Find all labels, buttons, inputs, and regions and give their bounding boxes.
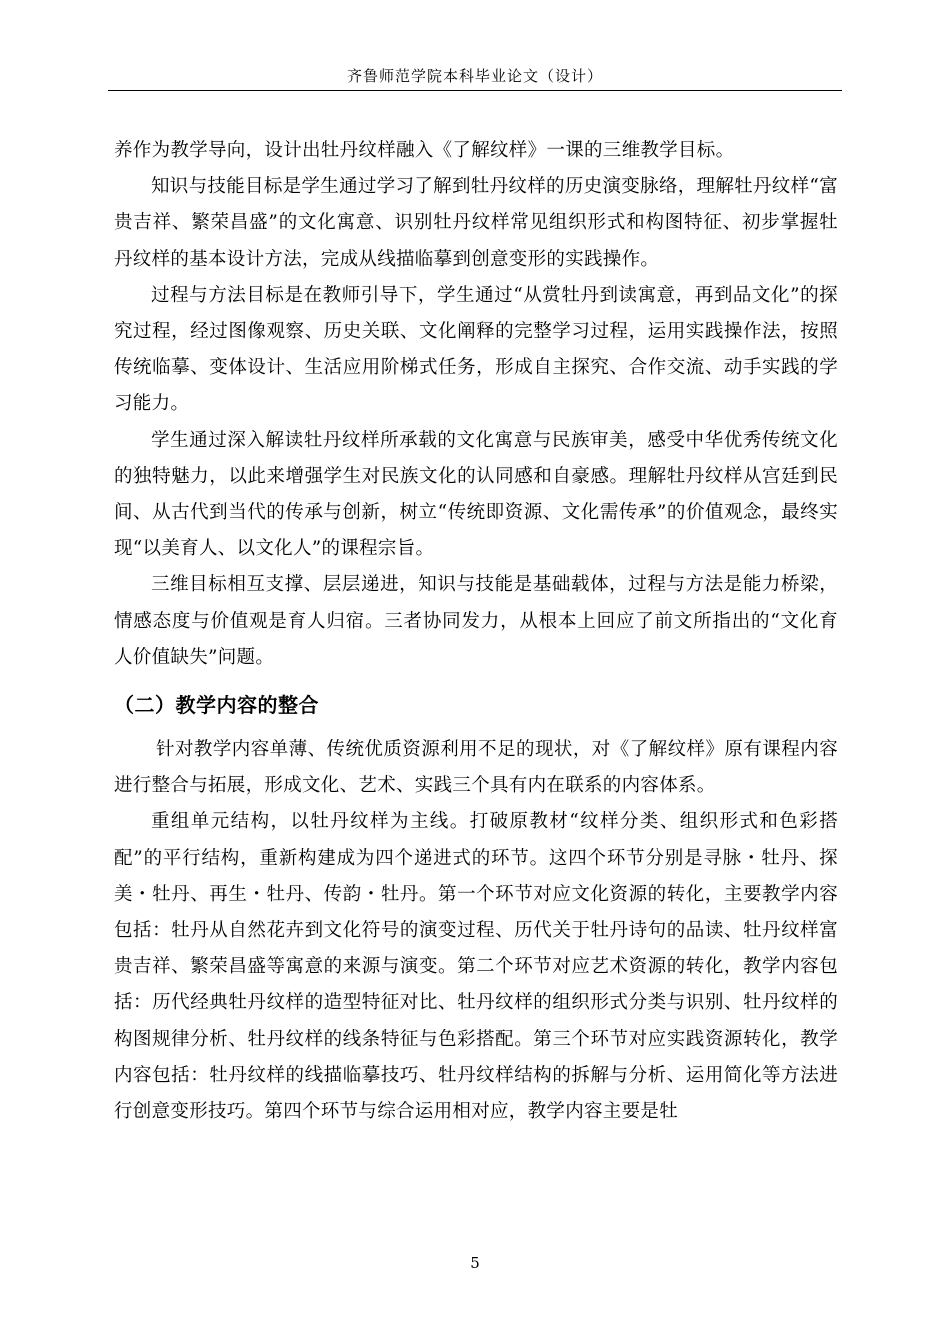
paragraph-knowledge-skills: 知识与技能目标是学生通过学习了解到牡丹纹样的历史演变脉络，理解牡丹纹样“富贵吉祥、繁荣昌盛”的文化寓意、识别牡丹纹样常见组织形式和构图特征、初步掌握牡丹纹样的基本设计方法，完成从线描临摹到创意变形的实践操作。 bbox=[114, 176, 838, 270]
paragraph-three-goals-summary: 三维目标相互支撑、层层递进，知识与技能是基础载体，过程与方法是能力桥梁，情感态度与价值观是育人归宿。三者协同发力，从根本上回应了前文所指出的“文化育人价值缺失”问题。 bbox=[114, 574, 838, 668]
page-number: 5 bbox=[470, 1254, 480, 1272]
paragraph-unit-restructure: 重组单元结构，以牡丹纹样为主线。打破原教材“纹样分类、组织形式和色彩搭配”的平行结构，重新构建成为四个递进式的环节。这四个环节分别是寻脉・牡丹、探美・牡丹、再生・牡丹、传韵・牡丹。第一个环节对应文化资源的转化，主要教学内容包括：牡丹从自然花卉到文化符号的演变过程、历代关于牡丹诗句的品读、牡丹纹样富贵吉祥、繁荣昌盛等寓意的来源与演变。第二个环节对应艺术资源的转化，教学内容包括：历代经典牡丹纹样的造型特征对比、牡丹纹样的组织形式分类与识别、牡丹纹样的构图规律分析、牡丹纹样的线条特征与色彩搭配。第三个环节对应实践资源转化，教学内容包括：牡丹纹样的线描临摹技巧、牡丹纹样结构的拆解与分析、运用简化等方法进行创意变形技巧。第四个环节与综合运用相对应，教学内容主要是牡 bbox=[114, 811, 838, 1123]
page-header bbox=[108, 64, 842, 91]
paragraph-content-integration: 针对教学内容单薄、传统优质资源利用不足的现状，对《了解纹样》原有课程内容进行整合与拓展，形成文化、艺术、实践三个具有内在联系的内容体系。 bbox=[114, 739, 838, 797]
paragraph-emotion-values: 学生通过深入解读牡丹纹样所承载的文化寓意与民族审美，感受中华优秀传统文化的独特魅力，以此来增强学生对民族文化的认同感和自豪感。理解牡丹纹样从宫廷到民间、从古代到当代的传承与创新，树立“传统即资源、文化需传承”的价值观念，最终实现“以美育人、以文化人”的课程宗旨。 bbox=[114, 429, 838, 560]
section-heading: （二）教学内容的整合 bbox=[114, 693, 319, 718]
header-title: 齐鲁师范学院本科毕业论文（设计） bbox=[346, 67, 603, 85]
paragraph-continuation: 养作为教学导向，设计出牡丹纹样融入《了解纹样》一课的三维教学目标。 bbox=[114, 140, 735, 161]
body-text bbox=[114, 133, 838, 1130]
paragraph-process-methods: 过程与方法目标是在教师引导下，学生通过“从赏牡丹到读寓意，再到品文化”的探究过程，经过图像观察、历史关联、文化阐释的完整学习过程，运用实践操作法，按照传统临摹、变体设计、生活应用阶梯式任务，形成自主探究、合作交流、动手实践的学习能力。 bbox=[114, 284, 838, 415]
